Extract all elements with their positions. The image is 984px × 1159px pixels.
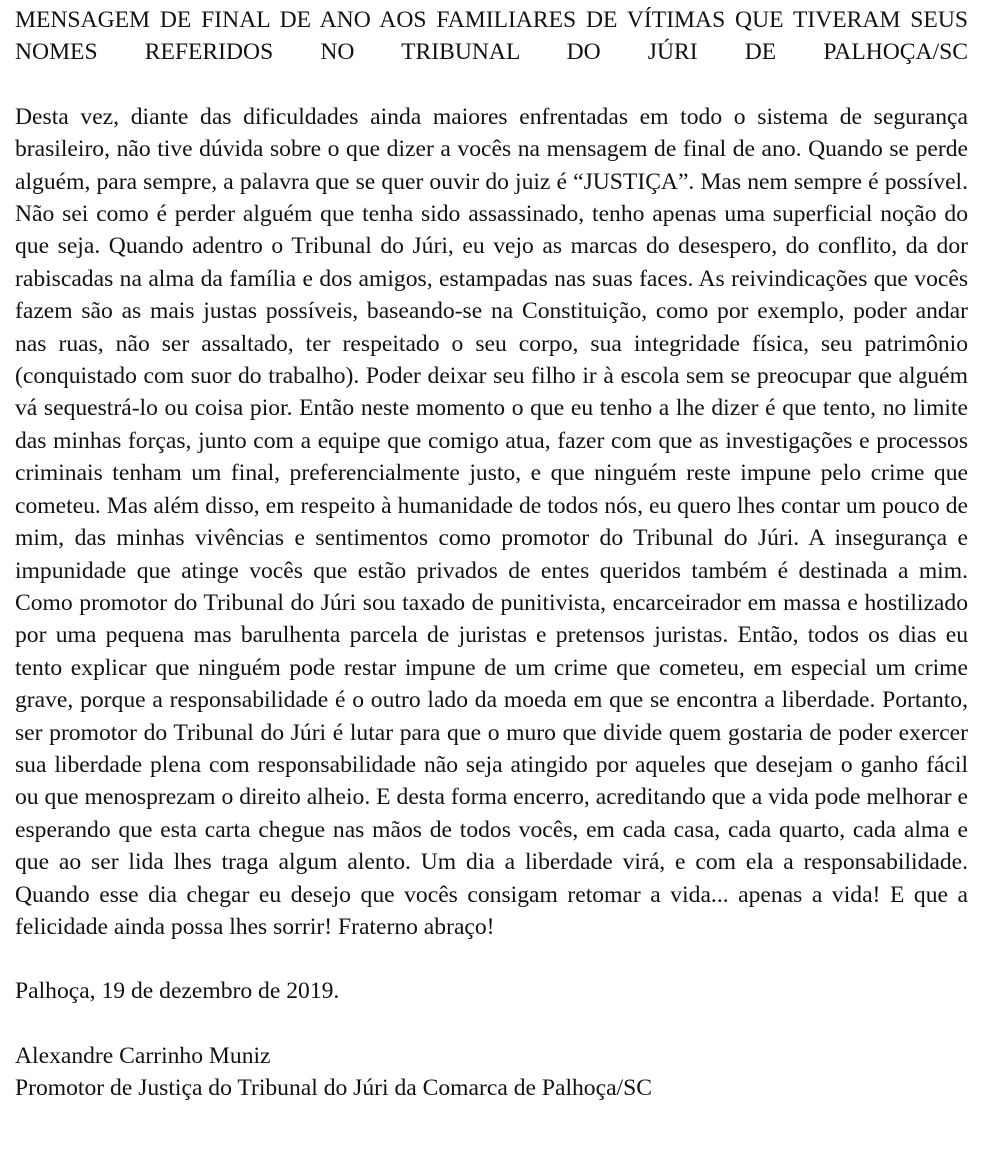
letter-date: Palhoça, 19 de dezembro de 2019. [15, 978, 340, 1005]
letter-title: MENSAGEM DE FINAL DE ANO AOS FAMILIARES DE VÍTIMAS QUE TIVERAM SEUS NOMES REFERIDOS NO TRIBUNAL DO JÚRI DE PALHOÇA/SC [15, 7, 968, 66]
signature-block [15, 1040, 968, 1105]
letter-body: Desta vez, diante das dificuldades ainda maiores enfrentadas em todo o sistema de segurança brasileiro, não tive dúvida sobre o que dizer a vocês na mensagem de final de ano. Quando se perde alguém, para sempre, a palavra que se quer ouvir do juiz é “JUSTIÇA”. Mas nem sempre é possível. Não sei como é perder alguém que tenha sido assassinado, tenho apenas uma superficial noção do que seja. Quando adentro o Tribunal do Júri, eu vejo as marcas do desespero, do conflito, da dor rabiscadas na alma da família e dos amigos, estampadas nas suas faces. As reivindicações que vocês fazem são as mais justas possíveis, baseando-se na Constituição, como por exemplo, poder andar nas ruas, não ser assaltado, ter respeitado o seu corpo, sua integridade física, seu patrimônio (conquistado com suor do trabalho). Poder deixar seu filho ir à escola sem se preocupar que alguém vá sequestrá-lo ou coisa pior. Então neste momento o que eu tenho a lhe dizer é que tento, no limite das minhas forças, junto com a equipe que comigo atua, fazer com que as investigações e processos criminais tenham um final, preferencialmente justo, e que ninguém reste impune pelo crime que cometeu. Mas além disso, em respeito à humanidade de todos nós, eu quero lhes contar um pouco de mim, das minhas vivências e sentimentos como promotor do Tribunal do Júri. A insegurança e impunidade que atinge vocês que estão privados de entes queridos também é destinada a mim. Como promotor do Tribunal do Júri sou taxado de punitivista, encarceirador em massa e hostilizado por uma pequena mas barulhenta parcela de juristas e pretensos juristas. Então, todos os dias eu tento explicar que ninguém pode restar impune de um crime que cometeu, em especial um crime grave, porque a responsabilidade é o outro lado da moeda em que se encontra a liberdade. Portanto, ser promotor do Tribunal do Júri é lutar para que o muro que divide quem gostaria de poder exercer sua liberdade plena com responsabilidade não seja atingido por aqueles que desejam o ganho fácil ou que menosprezam o direito alheio. E desta forma encerro, acreditando que a vida pode melhorar e esperando que esta carta chegue nas mãos de todos vocês, em cada casa, cada quarto, cada alma e que ao ser lida lhes traga algum alento. Um dia a liberdade virá, e com ela a responsabilidade. Quando esse dia chegar eu desejo que vocês consigam retomar a vida... apenas a vida! E que a felicidade ainda possa lhes sorrir! Fraterno abraço! [15, 103, 968, 940]
letter-document [15, 4, 968, 1105]
signer-role: Promotor de Justiça do Tribunal do Júri da Comarca de Palhoça/SC [15, 1075, 652, 1102]
signer-name: Alexandre Carrinho Muniz [15, 1042, 271, 1069]
